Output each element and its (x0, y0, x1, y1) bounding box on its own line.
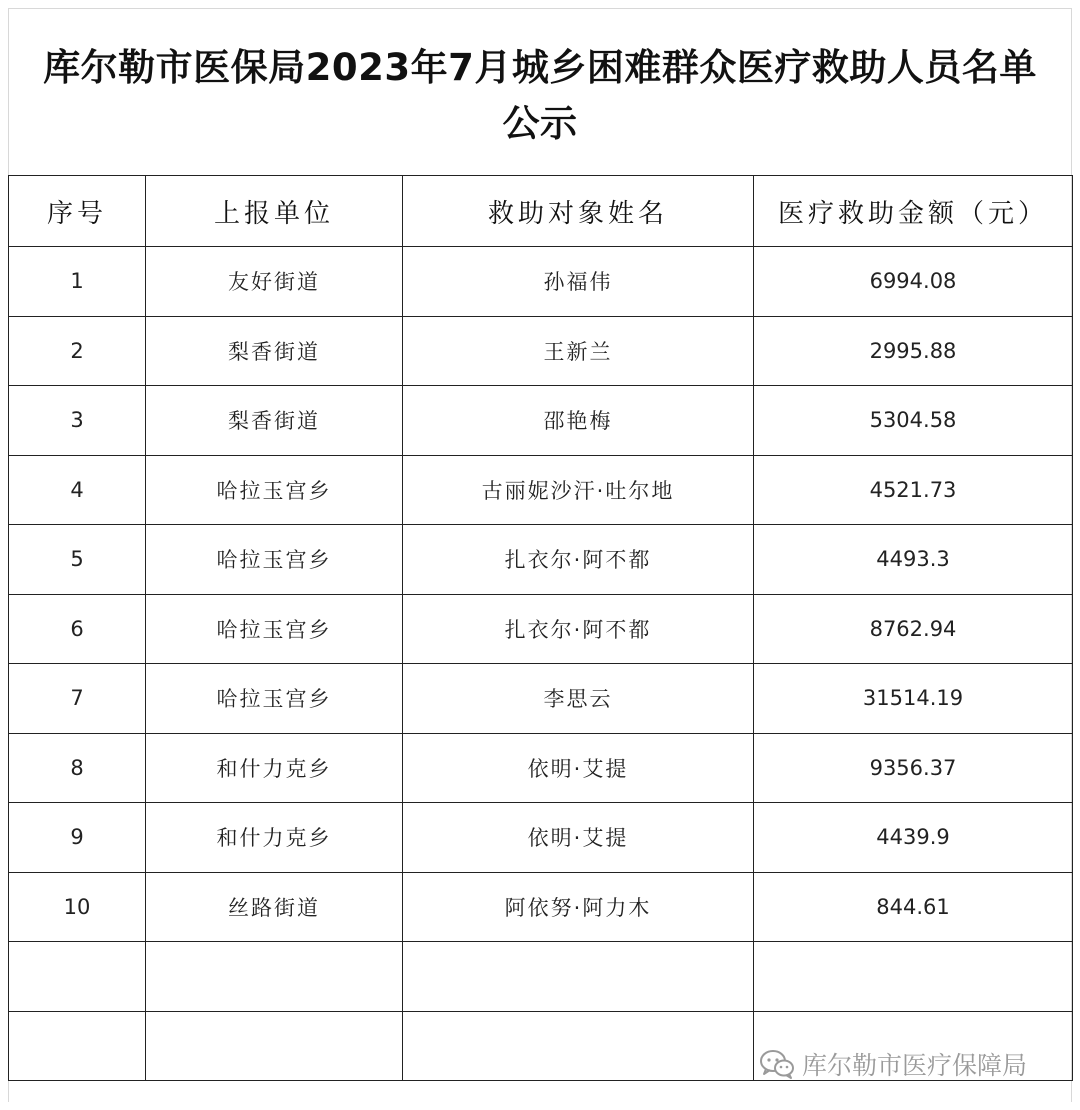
amount-cell: 8762.94 (754, 594, 1073, 664)
table-row (9, 386, 1073, 456)
table-header-row (9, 176, 1073, 247)
table-row (9, 316, 1073, 386)
amount-cell: 9356.37 (754, 733, 1073, 803)
reporting-unit-cell: 哈拉玉宫乡 (146, 455, 403, 525)
recipient-name-cell: 王新兰 (403, 316, 754, 386)
serial-number-cell: 6 (9, 594, 146, 664)
amount-cell: 844.61 (754, 872, 1073, 942)
empty-cell (9, 942, 146, 1012)
recipient-name-cell: 依明·艾提 (403, 733, 754, 803)
header-assistance-amount: 医疗救助金额（元） (754, 176, 1073, 247)
recipient-name-cell: 扎衣尔·阿不都 (403, 525, 754, 595)
empty-cell (403, 1011, 754, 1081)
table-row (9, 664, 1073, 734)
amount-cell: 6994.08 (754, 247, 1073, 317)
table-body (9, 247, 1073, 1081)
reporting-unit-cell: 友好街道 (146, 247, 403, 317)
document-title (8, 40, 1072, 152)
table-row (9, 803, 1073, 873)
title-line-2: 公示 (502, 102, 578, 145)
serial-number-cell: 7 (9, 664, 146, 734)
empty-cell (754, 942, 1073, 1012)
serial-number-cell: 3 (9, 386, 146, 456)
empty-cell (9, 1011, 146, 1081)
assistance-roster-table (8, 175, 1073, 1081)
serial-number-cell: 5 (9, 525, 146, 595)
serial-number-cell: 1 (9, 247, 146, 317)
empty-cell (146, 942, 403, 1012)
header-recipient-name: 救助对象姓名 (403, 176, 754, 247)
recipient-name-cell: 孙福伟 (403, 247, 754, 317)
reporting-unit-cell: 梨香街道 (146, 386, 403, 456)
recipient-name-cell: 依明·艾提 (403, 803, 754, 873)
header-serial-number: 序号 (9, 176, 146, 247)
amount-cell: 4493.3 (754, 525, 1073, 595)
reporting-unit-cell: 和什力克乡 (146, 803, 403, 873)
recipient-name-cell: 扎衣尔·阿不都 (403, 594, 754, 664)
table-row (9, 594, 1073, 664)
serial-number-cell: 10 (9, 872, 146, 942)
reporting-unit-cell: 梨香街道 (146, 316, 403, 386)
amount-cell: 31514.19 (754, 664, 1073, 734)
recipient-name-cell: 邵艳梅 (403, 386, 754, 456)
amount-cell: 4439.9 (754, 803, 1073, 873)
serial-number-cell: 2 (9, 316, 146, 386)
amount-cell: 2995.88 (754, 316, 1073, 386)
reporting-unit-cell: 哈拉玉宫乡 (146, 525, 403, 595)
table-row (9, 872, 1073, 942)
wechat-icon (758, 1048, 796, 1080)
serial-number-cell: 4 (9, 455, 146, 525)
recipient-name-cell: 阿依努·阿力木 (403, 872, 754, 942)
table-row (9, 733, 1073, 803)
amount-cell: 5304.58 (754, 386, 1073, 456)
title-line-1: 库尔勒市医保局2023年7月城乡困难群众医疗救助人员名单 (43, 46, 1037, 89)
table-row (9, 455, 1073, 525)
serial-number-cell: 8 (9, 733, 146, 803)
table-row (9, 247, 1073, 317)
empty-cell (146, 1011, 403, 1081)
empty-table-row (9, 942, 1073, 1012)
watermark (758, 1046, 1027, 1082)
header-reporting-unit: 上报单位 (146, 176, 403, 247)
reporting-unit-cell: 和什力克乡 (146, 733, 403, 803)
reporting-unit-cell: 丝路街道 (146, 872, 403, 942)
reporting-unit-cell: 哈拉玉宫乡 (146, 664, 403, 734)
amount-cell: 4521.73 (754, 455, 1073, 525)
reporting-unit-cell: 哈拉玉宫乡 (146, 594, 403, 664)
recipient-name-cell: 李思云 (403, 664, 754, 734)
table-row (9, 525, 1073, 595)
empty-cell (403, 942, 754, 1012)
recipient-name-cell: 古丽妮沙汗·吐尔地 (403, 455, 754, 525)
serial-number-cell: 9 (9, 803, 146, 873)
watermark-text: 库尔勒市医疗保障局 (802, 1051, 1028, 1080)
